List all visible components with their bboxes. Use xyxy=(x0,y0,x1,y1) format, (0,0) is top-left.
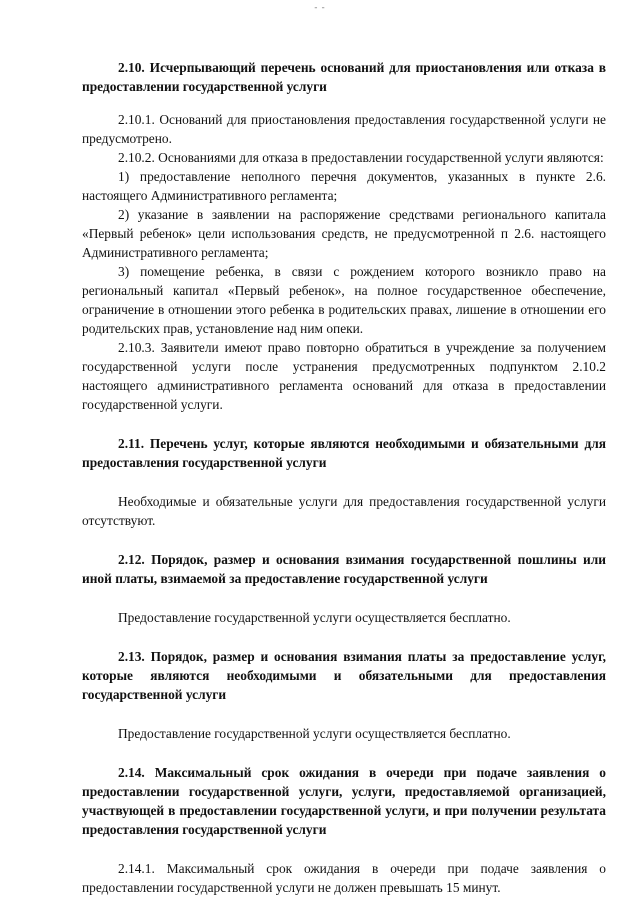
section-2-10 xyxy=(82,58,606,414)
paragraph-2-11: Необходимые и обязательные услуги для предоставления государственной услуги отсутствуют. xyxy=(82,494,606,528)
section-2-11 xyxy=(82,434,606,530)
paragraph-2-10-1: 2.10.1. Оснований для приостановления предоставления государственной услуги не предусмотрено. xyxy=(82,112,606,146)
list-item-2: 2) указание в заявлении на распоряжение средствами регионального капитала «Первый ребенок» цели использования средств, не предусмотренной п 2.6. настоящего Административного регламента; xyxy=(82,207,606,260)
section-2-14-heading: 2.14. Максимальный срок ожидания в очереди при подаче заявления о предоставлении государственной услуги, услуги, предоставляемой организацией, участвующей в предоставлении государственной услуги, и при получении результата предоставления государственной услуги xyxy=(82,765,606,837)
section-2-14 xyxy=(82,763,606,897)
section-2-11-heading: 2.11. Перечень услуг, которые являются необходимыми и обязательными для предоставления государственной услуги xyxy=(82,436,606,470)
section-2-10-heading: 2.10. Исчерпывающий перечень оснований для приостановления или отказа в предоставлении государственной услуги xyxy=(82,60,606,94)
section-2-13-heading: 2.13. Порядок, размер и основания взимания платы за предоставление услуг, которые являются необходимыми и обязательными для предоставления государственной услуги xyxy=(82,649,606,702)
section-2-13 xyxy=(82,647,606,743)
page-mark: - - xyxy=(314,2,326,12)
paragraph-2-12: Предоставление государственной услуги осуществляется бесплатно. xyxy=(118,610,511,625)
list-item-1: 1) предоставление неполного перечня документов, указанных в пункте 2.6. настоящего Административного регламента; xyxy=(82,169,606,203)
section-2-12-heading: 2.12. Порядок, размер и основания взимания государственной пошлины или иной платы, взимаемой за предоставление государственной услуги xyxy=(82,552,606,586)
paragraph-2-10-2: 2.10.2. Основаниями для отказа в предоставлении государственной услуги являются: xyxy=(118,150,604,165)
list-item-3: 3) помещение ребенка, в связи с рождением которого возникло право на региональный капитал «Первый ребенок», на полное государственное обеспечение, ограничение в отношении этого ребенка в родительских правах, лишение в отношении его родительских прав, установление над ним опеки. xyxy=(82,264,606,336)
document-body xyxy=(82,58,606,897)
paragraph-2-10-3: 2.10.3. Заявители имеют право повторно обратиться в учреждение за получением государственной услуги после устранения предусмотренных подпунктом 2.10.2 настоящего административного регламента оснований для отказа в предоставлении государственной услуги. xyxy=(82,340,606,412)
section-2-12 xyxy=(82,550,606,627)
paragraph-2-14-1: 2.14.1. Максимальный срок ожидания в очереди при подаче заявления о предоставлении государственной услуги не должен превышать 15 минут. xyxy=(82,861,606,895)
paragraph-2-13: Предоставление государственной услуги осуществляется бесплатно. xyxy=(118,726,511,741)
